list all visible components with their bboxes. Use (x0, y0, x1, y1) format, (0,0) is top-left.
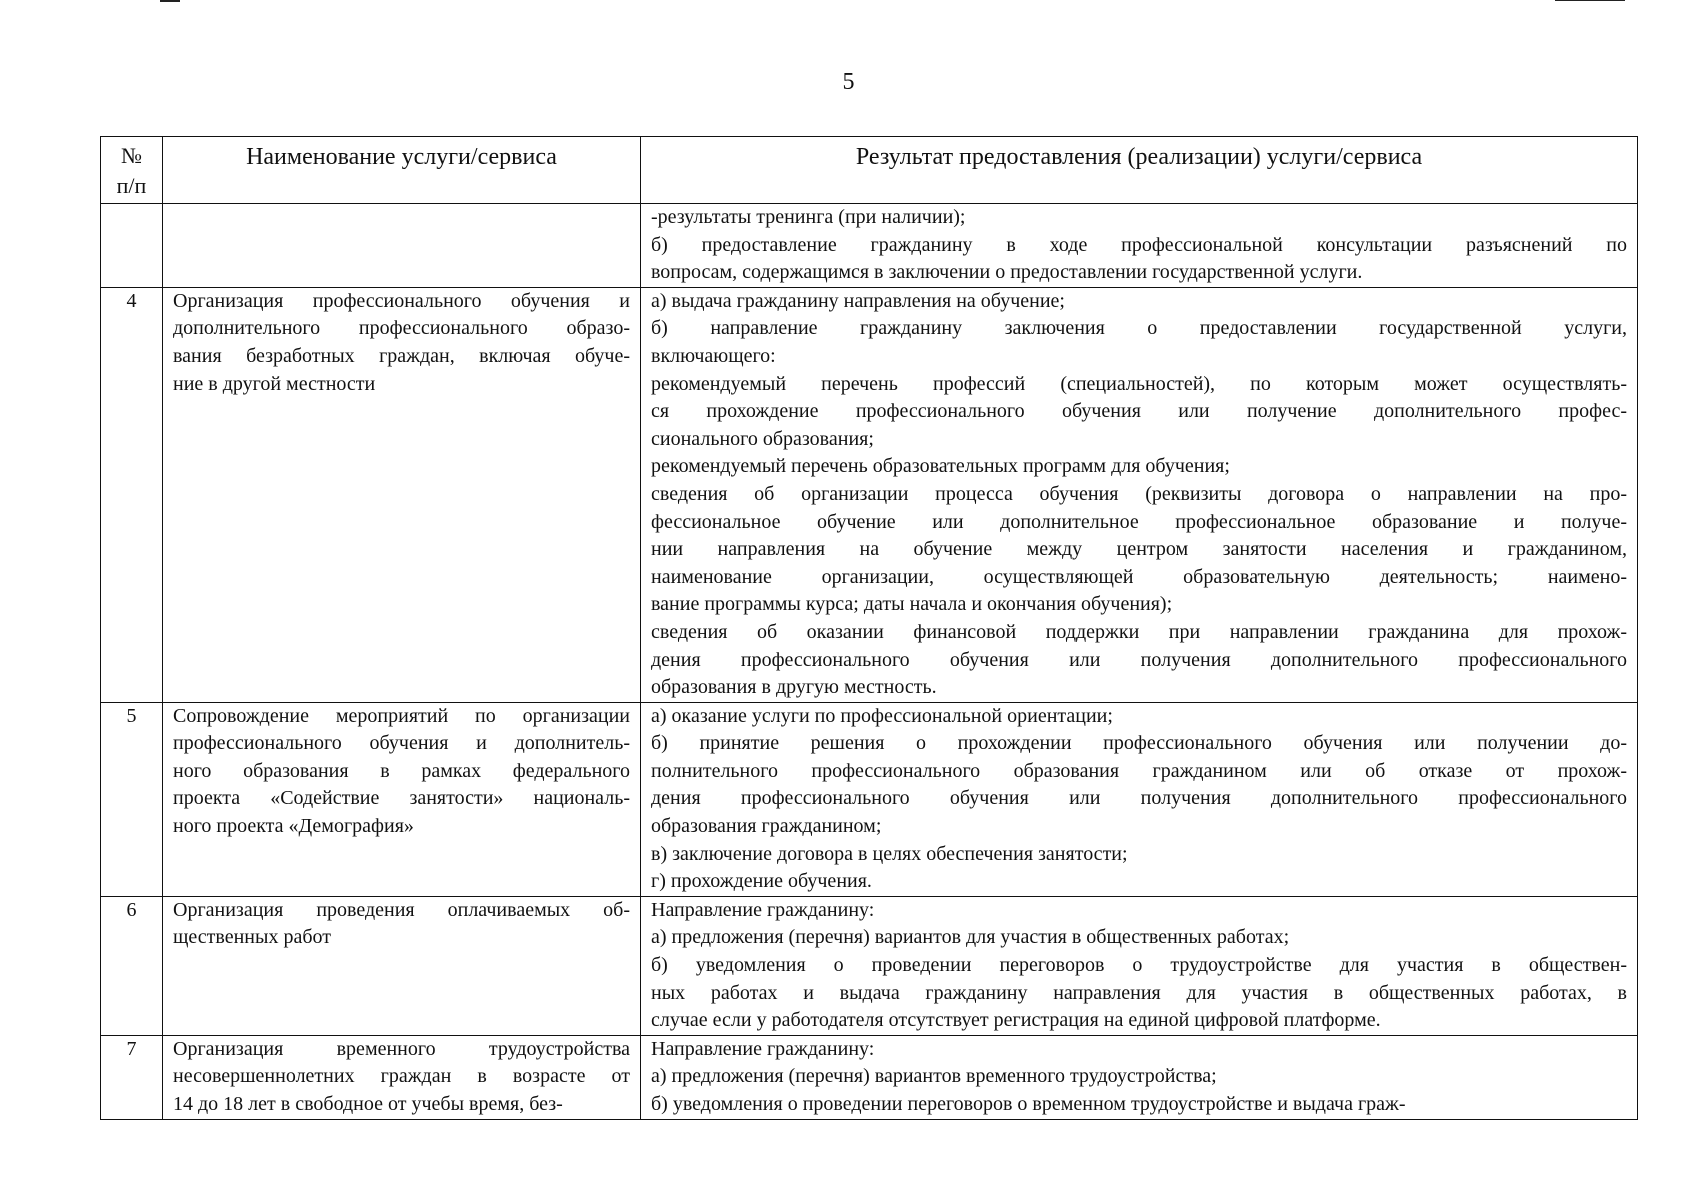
table-header-row (101, 137, 1638, 204)
service-result (641, 702, 1638, 896)
service-name (163, 702, 641, 896)
table-row (101, 896, 1638, 1035)
service-name-line: профессионального обучения и дополнитель- (173, 732, 630, 755)
result-line: а) предложения (перечня) вариантов временного трудоустройства; (651, 1065, 1217, 1088)
result-paragraph (651, 1036, 1627, 1064)
result-line: рекомендуемый перечень профессий (специальностей), по которым может осуществлять- (651, 372, 1627, 395)
service-name-line: ного проекта «Демография» (173, 815, 414, 838)
result-line: нии направления на обучение между центром занятости населения и гражданином, (651, 538, 1627, 561)
result-paragraph (651, 232, 1627, 287)
result-paragraph (651, 897, 1627, 925)
result-paragraph (651, 315, 1627, 370)
result-paragraph (651, 952, 1627, 1035)
service-name-line: Сопровождение мероприятий по организации (173, 704, 630, 727)
result-line: вание программы курса; даты начала и окончания обучения); (651, 593, 1173, 616)
scan-edge-mark-right (1555, 0, 1625, 1)
table-row (101, 204, 1638, 288)
result-line: б) направление гражданину заключения о предоставлении государственной услуги, (651, 317, 1627, 340)
result-line: в) заключение договора в целях обеспечения занятости; (651, 842, 1128, 865)
result-line: образования гражданином; (651, 815, 882, 838)
result-line: рекомендуемый перечень образовательных программ для обучения; (651, 455, 1230, 478)
row-number: 5 (101, 702, 163, 896)
service-name-line: Организация проведения оплачиваемых об- (173, 898, 630, 921)
result-line: а) выдача гражданину направления на обучение; (651, 289, 1065, 312)
service-name (163, 287, 641, 702)
result-line: образования в другую местность. (651, 676, 937, 699)
result-line: б) уведомления о проведении переговоров о временном трудоустройстве и выдача граж- (651, 1093, 1406, 1115)
service-name (163, 204, 641, 288)
result-paragraph (651, 924, 1627, 952)
result-paragraph (651, 730, 1627, 840)
result-paragraph (651, 1063, 1627, 1091)
result-line: сведения об оказании финансовой поддержки при направлении гражданина для прохож- (651, 620, 1627, 643)
result-line: ся прохождение профессионального обучения или получение дополнительного профес- (651, 400, 1627, 423)
result-line: а) предложения (перечня) вариантов для участия в общественных работах; (651, 926, 1290, 949)
header-service-name: Наименование услуги/сервиса (163, 137, 641, 204)
result-paragraph (651, 619, 1627, 702)
service-result (641, 287, 1638, 702)
result-line: наименование организации, осуществляющей образовательную деятельность; наимено- (651, 565, 1627, 588)
table-row (101, 1035, 1638, 1119)
result-line: ных работах и выдача гражданину направления для участия в общественных работах, в (651, 981, 1627, 1004)
result-paragraph (651, 868, 1627, 896)
service-name-line: дополнительного профессионального образо- (173, 317, 630, 340)
result-paragraph (651, 703, 1627, 731)
result-line: включающего: (651, 344, 776, 367)
result-line: Направление гражданину: (651, 1037, 875, 1060)
result-line: г) прохождение обучения. (651, 870, 872, 893)
row-number: 6 (101, 896, 163, 1035)
result-line: случае если у работодателя отсутствует регистрация на единой цифровой платформе. (651, 1009, 1381, 1032)
result-line: фессиональное обучение или дополнительное профессиональное образование и получе- (651, 510, 1627, 533)
table-row (101, 287, 1638, 702)
service-result (641, 204, 1638, 288)
service-name (163, 896, 641, 1035)
table-row (101, 702, 1638, 896)
service-name-line: Организация профессионального обучения и (173, 289, 630, 312)
result-line: дения профессионального обучения или получения дополнительного профессионального (651, 787, 1627, 810)
result-line: б) принятие решения о прохождении профессионального обучения или получении до- (651, 732, 1627, 755)
result-paragraph (651, 1091, 1627, 1119)
result-line: а) оказание услуги по профессиональной ориентации; (651, 704, 1113, 727)
row-number: 7 (101, 1035, 163, 1119)
service-result (641, 1035, 1638, 1119)
header-number: № п/п (101, 137, 163, 204)
result-paragraph (651, 453, 1627, 481)
result-line: сионального образования; (651, 427, 874, 450)
service-name-line: вания безработных граждан, включая обуче- (173, 344, 630, 367)
result-paragraph (651, 371, 1627, 454)
result-line: б) предоставление гражданину в ходе профессиональной консультации разъяснений по (651, 233, 1627, 256)
result-line: Направление гражданину: (651, 898, 875, 921)
result-line: б) уведомления о проведении переговоров о трудоустройстве для участия в обществен- (651, 954, 1627, 977)
service-name-line: Организация временного трудоустройства (173, 1037, 630, 1060)
scan-edge-mark-left (160, 0, 180, 2)
result-line: полнительного профессионального образования гражданином или об отказе от прохож- (651, 759, 1627, 782)
row-number: 4 (101, 287, 163, 702)
result-paragraph (651, 288, 1627, 316)
header-service-result: Результат предоставления (реализации) услуги/сервиса (641, 137, 1638, 204)
result-line: вопросам, содержащимся в заключении о предоставлении государственной услуги. (651, 261, 1363, 284)
service-result (641, 896, 1638, 1035)
result-paragraph (651, 204, 1627, 232)
table-body (101, 204, 1638, 1120)
service-name-line: проекта «Содействие занятости» националь- (173, 787, 630, 810)
service-name-line: 14 до 18 лет в свободное от учебы время, без- (173, 1093, 563, 1115)
service-name-line: ного образования в рамках федерального (173, 759, 630, 782)
result-paragraph (651, 481, 1627, 619)
service-name-line: ние в другой местности (173, 372, 376, 395)
result-line: -результаты тренинга (при наличии); (651, 206, 966, 228)
result-paragraph (651, 841, 1627, 869)
result-line: дения профессионального обучения или получения дополнительного профессионального (651, 648, 1627, 671)
service-name-line: щественных работ (173, 926, 331, 949)
row-number (101, 204, 163, 288)
result-line: сведения об организации процесса обучения (реквизиты договора о направлении на про- (651, 482, 1627, 505)
service-name-line: несовершеннолетних граждан в возрасте от (173, 1065, 630, 1088)
service-name (163, 1035, 641, 1119)
services-table (100, 136, 1638, 1120)
page-number: 5 (842, 69, 855, 95)
